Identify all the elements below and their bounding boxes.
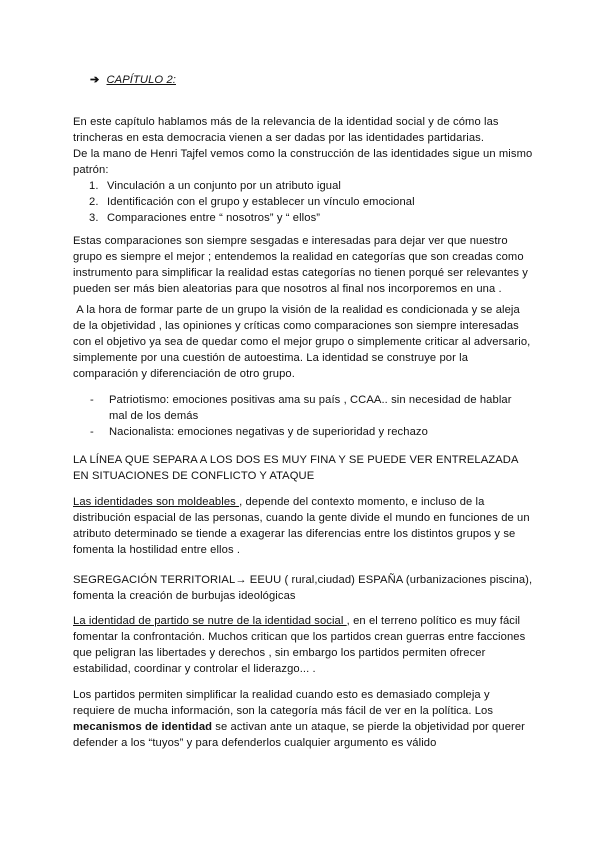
list-text: Comparaciones entre “ nosotros” y “ ellos”: [107, 212, 321, 224]
moldeables-section: [73, 494, 533, 558]
underlined-phrase: Las identidades son moldeables: [73, 496, 240, 508]
arrow-icon: ➔: [90, 74, 100, 86]
list-item: [73, 194, 533, 210]
chapter-heading: [90, 72, 176, 88]
list-item: [73, 424, 533, 440]
list-text: Vinculación a un conjunto por un atributo igual: [107, 180, 341, 192]
segregacion-section: [73, 572, 533, 604]
tajfel-paragraph: De la mano de Henri Tajfel vemos como la construcción de las identidades sigue un mismo patrón:: [73, 148, 533, 176]
bullet-dash: -: [90, 426, 94, 438]
moldeables-paragraph: [73, 494, 533, 558]
underlined-phrase: La identidad de partido se nutre de la identidad social: [73, 615, 347, 627]
caps-section: [73, 452, 533, 484]
list-number: 3.: [89, 212, 99, 224]
comparisons-paragraph: Estas comparaciones son siempre sesgadas e interesadas para dejar ver que nuestro grupo es siempre el mejor ; entendemos la realidad en categorías que son creadas como instrumento para simplificar la realidad estas categorías no tienen porqué ser relevantes y pueden ser más bien aleatorias para que nosotros al final nos incorporemos en una .: [73, 235, 528, 295]
caps-statement: LA LÍNEA QUE SEPARA A LOS DOS ES MUY FINA Y SE PUEDE VER ENTRELAZADA EN SITUACIONES DE CONFLICTO Y ATAQUE: [73, 454, 518, 482]
paragraph-text: , en el terreno político es muy fácil fomentar la confrontación. Muchos critican que los partidos crean guerras entre facciones que peligran las libertades y derechos , sin embargo los partidos permiten ofrecer estabilidad, coordinar y controlar el liderazgo... .: [73, 615, 526, 675]
group-section: [73, 302, 533, 382]
intro-paragraph: En este capítulo hablamos más de la relevancia de la identidad social y de cómo las trincheras en esta democracia vienen a ser dadas por las identidades partidarias.: [73, 116, 499, 144]
list-item: [73, 392, 533, 424]
intro-section: [73, 114, 533, 226]
partido-paragraph: [73, 613, 533, 677]
final-section: [73, 687, 533, 751]
list-number: 1.: [89, 180, 99, 192]
list-text: Identificación con el grupo y establecer un vínculo emocional: [107, 196, 415, 208]
bold-phrase: mecanismos de identidad: [73, 721, 213, 733]
final-paragraph: [73, 687, 533, 751]
list-item: [73, 178, 533, 194]
paragraph-text: , depende del contexto momento, e incluso de la distribución espacial de las personas, cuando la gente divide el mundo en funciones de un atributo determinado se tiende a exagerar las diferencias entre los distintos grupos y se fomenta la hostilidad entre ellos .: [73, 496, 530, 556]
list-text: Nacionalista: emociones negativas y de superioridad y rechazo: [109, 426, 428, 438]
chapter-title: CAPÍTULO 2:: [106, 74, 176, 86]
emotion-section: [73, 392, 533, 440]
group-paragraph: A la hora de formar parte de un grupo la visión de la realidad es condicionada y se aleja de la objetividad , las opiniones y críticas como comparaciones son siempre interesadas con el objetivo ya sea de quedar como el mejor grupo o simplemente criticar al adversario, simplemente por una cuestión de autoestima. La identidad se construye por la comparación y diferenciación de otro grupo.: [73, 304, 534, 380]
segregacion-paragraph: SEGREGACIÓN TERRITORIAL→ EEUU ( rural,ciudad) ESPAÑA (urbanizaciones piscina), fomenta la creación de burbujas ideológicas: [73, 574, 533, 602]
paragraph-text: se activan ante un ataque, se pierde la objetividad por querer defender a los “tuyos” y para defenderlos cualquier argumento es válido: [73, 721, 525, 749]
partido-section: [73, 613, 533, 677]
bullet-dash: -: [90, 394, 94, 406]
paragraph-text: Los partidos permiten simplificar la realidad cuando esto es demasiado compleja y requiere de mucha información, son la categoría más fácil de ver en la política. Los: [73, 689, 494, 717]
list-item: [73, 210, 533, 226]
list-text: Patriotismo: emociones positivas ama su país , CCAA.. sin necesidad de hablar mal de los demás: [109, 394, 512, 422]
pattern-list: [73, 178, 533, 226]
comparisons-section: [73, 233, 533, 297]
list-number: 2.: [89, 196, 99, 208]
emotion-list: [73, 392, 533, 440]
